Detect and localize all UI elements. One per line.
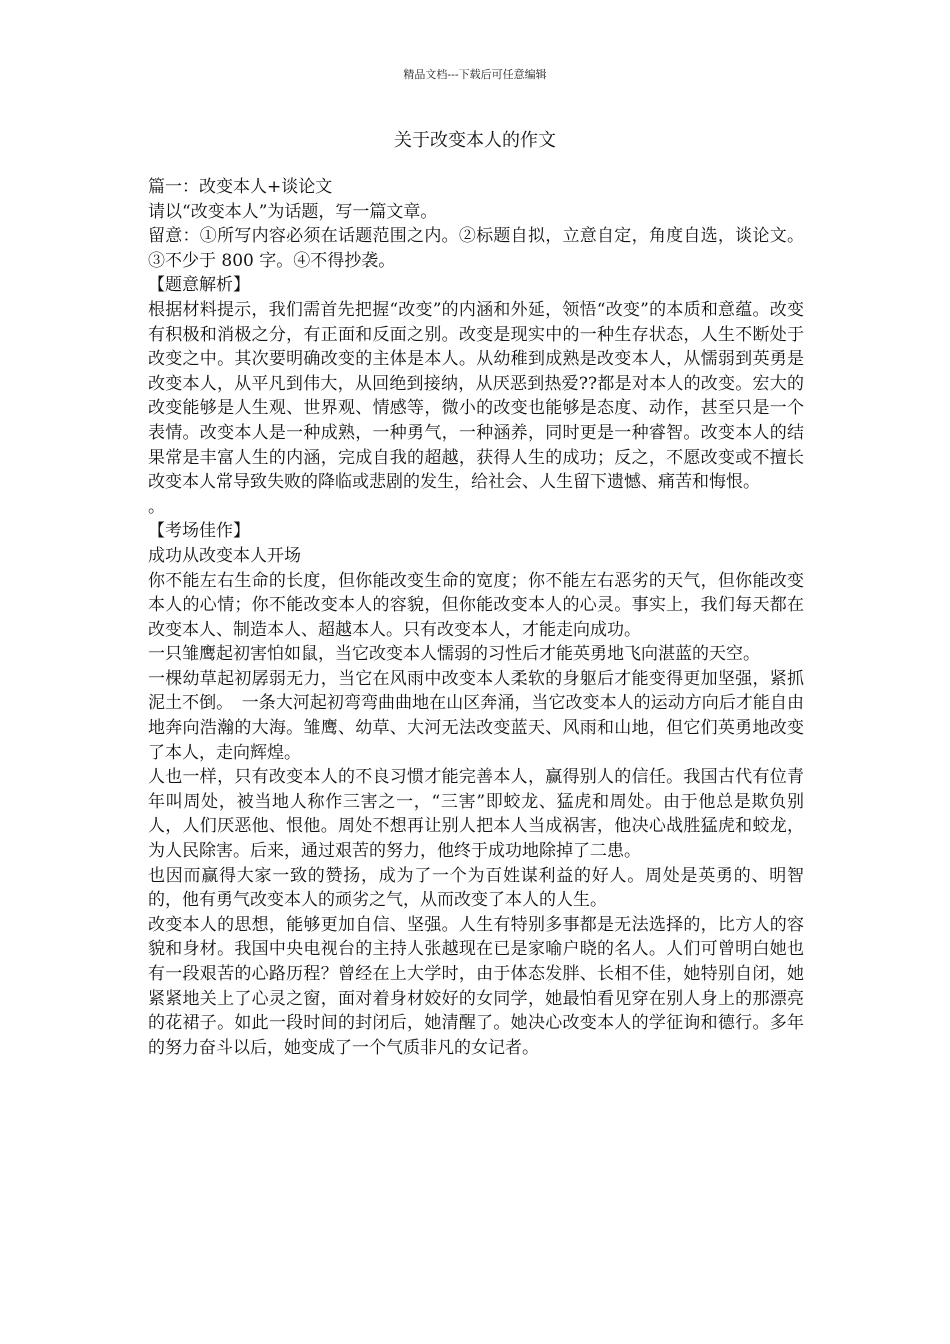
requirements-paragraph: 留意：①所写内容必须在话题范围之内。②标题自拟，立意自定，角度自选，谈论文。③不少于 800 字。④不得抄袭。: [148, 226, 804, 271]
punctuation-line: 。: [148, 496, 165, 517]
essay-paragraph: 你不能左右生命的长度，但你能改变生命的宽度；你不能左右恶劣的天气，但你能改变本人的心情；你不能改变本人的容貌，但你能改变本人的心灵。事实上，我们每天都在改变本人、制造本人、超越本人。只有改变本人，才能走向成功。: [148, 570, 804, 640]
sample-essay-heading: 【考场佳作】: [148, 521, 250, 542]
essay-paragraph: 一只雏鹰起初害怕如鼠，当它改变本人懦弱的习性后才能英勇地飞向湛蓝的天空。: [148, 644, 760, 665]
essay-paragraph: 人也一样，只有改变本人的不良习惯才能完善本人，赢得别人的信任。我国古代有位青年叫周处，被当地人称作三害之一，“三害”即蛟龙、猛虎和周处。由于他总是欺负别人，人们厌恶他、恨他。周处不想再让别人把本人当成祸害，他决心战胜猛虎和蛟龙，为人民除害。后来，通过艰苦的努力，他终于成功地除掉了二患。: [148, 767, 804, 862]
document-title: 关于改变本人的作文: [394, 130, 556, 151]
analysis-heading: 【题意解析】: [148, 275, 250, 296]
document-body: [148, 175, 804, 1060]
header-note: 精品文档---下载后可任意编辑: [403, 68, 547, 81]
essay-paragraph: 改变本人的思想，能够更加自信、坚强。人生有特别多事都是无法选择的，比方人的容貌和身材。我国中央电视台的主持人张越现在已是家喻户晓的名人。人们可曾明白她也有一段艰苦的心路历程？曾经在上大学时，由于体态发胖、长相不佳，她特别自闭，她紧紧地关上了心灵之窗，面对着身材姣好的女同学，她最怕看见穿在别人身上的那漂亮的花裙子。如此一段时间的封闭后，她清醒了。她决心改变本人的学征询和德行。多年的努力奋斗以后，她变成了一个气质非凡的女记者。: [148, 914, 804, 1058]
analysis-paragraph: 根据材料提示，我们需首先把握“改变”的内涵和外延，领悟“改变”的本质和意蕴。改变有积极和消极之分，有正面和反面之别。改变是现实中的一种生存状态，人生不断处于改变之中。其次要明确改变的主体是本人。从幼稚到成熟是改变本人，从懦弱到英勇是改变本人，从平凡到伟大，从回绝到接纳，从厌恶到热爱??都是对本人的改变。宏大的改变能够是人生观、世界观、情感等，微小的改变也能够是态度、动作，甚至只是一个表情。改变本人是一种成熟，一种勇气，一种涵养，同时更是一种睿智。改变本人的结果常是丰富人生的内涵，完成自我的超越，获得人生的成功；反之，不愿改变或不擅长改变本人常导致失败的降临或悲剧的发生，给社会、人生留下遗憾、痛苦和悔恨。: [148, 299, 804, 493]
prompt-paragraph: 请以“改变本人”为话题，写一篇文章。: [148, 201, 438, 222]
essay-paragraph: 一棵幼草起初孱弱无力，当它在风雨中改变本人柔软的身躯后才能变得更加坚强，紧抓泥土不倒。 一条大河起初弯弯曲曲地在山区奔涌，当它改变本人的运动方向后才能自由地奔向浩瀚的大海。雏鹰、幼草、大河无法改变蓝天、风雨和山地，但它们英勇地改变了本人，走向辉煌。: [148, 668, 804, 763]
section-heading-part-one: 篇一：改变本人+谈论文: [148, 177, 333, 197]
essay-paragraph: 也因而赢得大家一致的赞扬，成为了一个为百姓谋利益的好人。周处是英勇的、明智的，他有勇气改变本人的顽劣之气，从而改变了本人的人生。: [148, 865, 804, 911]
essay-title: 成功从改变本人开场: [148, 545, 301, 566]
